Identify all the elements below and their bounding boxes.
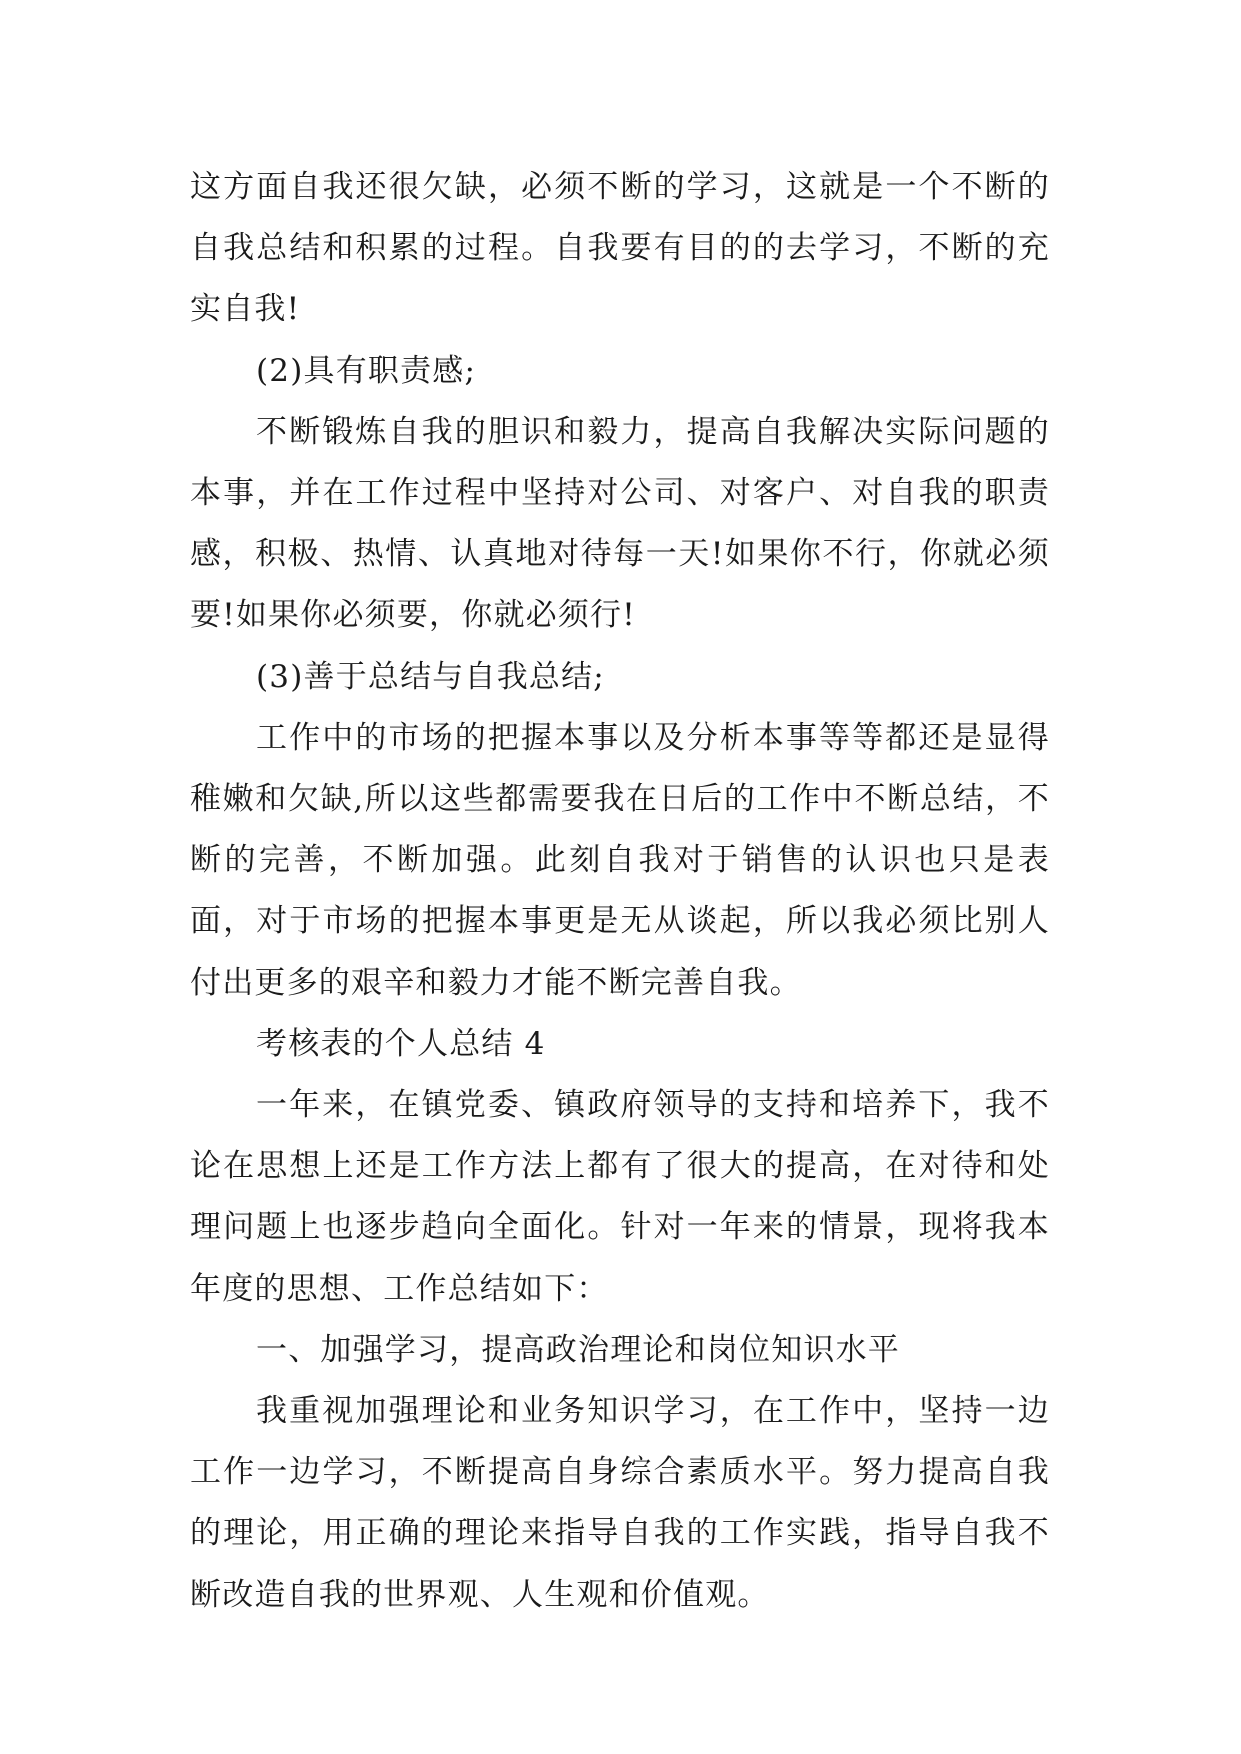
subheading-summarize: (3)善于总结与自我总结; bbox=[256, 658, 605, 695]
section-title: 考核表的个人总结 4 bbox=[256, 1025, 546, 1062]
heading-study: 一、加强学习，提高政治理论和岗位知识水平 bbox=[256, 1331, 900, 1368]
paragraph-responsibility: 不断锻炼自我的胆识和毅力，提高自我解决实际问题的本事，并在工作过程中坚持对公司、对客户、对自我的职责感，积极、热情、认真地对待每一天!如果你不行，你就必须要!如果你必须要，你就必须行! bbox=[190, 413, 1050, 634]
paragraph-intro: 一年来，在镇党委、镇政府领导的支持和培养下，我不论在思想上还是工作方法上都有了很大的提高，在对待和处理问题上也逐步趋向全面化。针对一年来的情景，现将我本年度的思想、工作总结如下： bbox=[190, 1087, 1050, 1307]
document-body bbox=[190, 157, 1050, 1626]
subheading-responsibility: (2)具有职责感; bbox=[256, 352, 477, 389]
paragraph-study: 我重视加强理论和业务知识学习，在工作中，坚持一边工作一边学习，不断提高自身综合素质水平。努力提高自我的理论，用正确的理论来指导自我的工作实践，指导自我不断改造自我的世界观、人生观和价值观。 bbox=[190, 1393, 1050, 1613]
paragraph-continued: 这方面自我还很欠缺，必须不断的学习，这就是一个不断的自我总结和积累的过程。自我要有目的的去学习，不断的充实自我! bbox=[190, 169, 1050, 328]
paragraph-summarize: 工作中的市场的把握本事以及分析本事等等都还是显得稚嫩和欠缺,所以这些都需要我在日后的工作中不断总结，不断的完善，不断加强。此刻自我对于销售的认识也只是表面，对于市场的把握本事更是无从谈起，所以我必须比别人付出更多的艰辛和毅力才能不断完善自我。 bbox=[190, 719, 1050, 1001]
